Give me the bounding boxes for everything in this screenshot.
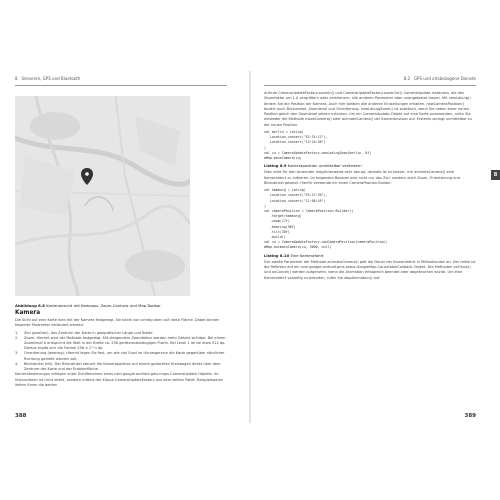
listing-caption-1: Listing 8.9 Kameraposition unmittelbar verändern bbox=[264, 163, 362, 169]
code-listing-2: val hamburg = LatLng( Location.convert("53:27:30"), Location.convert("11:06:45") ) val cameraPosition = CameraPosition.Builder() .target(hamburg) .zoom(17f) .bearing(90f) .tilt(30f) .build() val cu = CameraUpdateFactory.newCameraPosition(cameraPosition) mMap.animateCamera(cu, 3000, null) bbox=[264, 188, 388, 250]
chapter-thumb-tab: 8 bbox=[491, 170, 500, 180]
figure-caption bbox=[15, 303, 227, 308]
left-page bbox=[15, 71, 227, 423]
book-gutter bbox=[249, 71, 251, 423]
section-heading: Kamera bbox=[15, 310, 41, 316]
paragraph-camera-updates: Aufrufe CameraUpdateFactory.zoomIn() und CameraUpdateFactory.zoomOut() CameraUpdate-Instanzen, die den Zoomfaktor um 1.0 vergrößern oder verkleinern; alle anderen Parameter aber unangetastet lassen. Mit newLatLng() ändern Sie die Position der Kamera. Auch hier bleiben alle anderen Einstellungen erhalten. newCameraPosition() ändert auch Blickwinkel, Zoomlevel und Orientierung. newLatLngZoom() ist praktisch, wenn Sie neben einer neuen Position gleich den Zoomlevel setzen möchten. Um ein CameraUpdate-Objekt auf eine Karte anzuwenden, rufen Sie entweder die Methode moveCamera() oder animateCamera() der Kamerainstanz auf. Ersteres springt unmittelbar zu der neuen Position. bbox=[264, 91, 472, 127]
right-page bbox=[264, 71, 476, 423]
section-title: GPS und ortsbezogene Dienste bbox=[413, 75, 476, 81]
paragraph-animation-duration: Der zweite Parameter der Methode animateCamera() gibt die Dauer der Kamerafahrt in Millisekunden an. Der dritte ist die Referenz auf ein com.google.android.gms.maps.GoogleMap.CancelableCallback-Objekt. Die Methoden onFinish() und onCancel() werden aufgerufen, wenn die Animation erfolgreich beendet oder abgebrochen wurde. Um eine Kamerafahrt vorzeitig zu beenden, rufen Sie stopAnimation() auf. bbox=[264, 259, 476, 280]
running-head-right bbox=[264, 71, 476, 86]
list-item: 3. Orientierung (bearing). Hiermit legen Sie fest, um wie viel Grad im Uhrzeigersinn die Karte gegenüber nördlicher Richtung gedreht werden soll. bbox=[15, 351, 225, 361]
list-item: 4. Blickwinkel (tilt). Der Blickwinkel steuert die Kameraposition auf einem gedachten Kreisbogen direkt über dem Zentrum der Karte und der Erdoberfläche. bbox=[15, 361, 221, 372]
figure-label: Abbildung 8.8 bbox=[15, 303, 45, 308]
chapter-title: Sensoren, GPS und Bluetooth bbox=[21, 75, 81, 81]
page-number-right: 389 bbox=[464, 413, 476, 419]
listing-caption-2: Listing 8.10 Eine Kamerafahrt bbox=[264, 252, 324, 258]
page-number-left: 388 bbox=[15, 413, 27, 419]
closing-paragraph: Kameraänderungen erfolgen unter Zuhilfenahme eines com.google.android.gms.maps.CameraUpdate-Objekts. Ihr Instanziieren ist nicht direkt, sondern mittels der Klasse CameraUpdateFactory aus dem selben Paket. Beispielsweise liefern Ihnen die beiden bbox=[15, 372, 223, 387]
code-listing-1: val berlin = LatLng( Location.convert("52:31:12"), Location.convert("13:24:36") ) val cu = CameraUpdateFactory.newLatLngZoom(berlin, 8f) mMap.moveCamera(cu) bbox=[264, 130, 372, 161]
list-item: 1. Ziel (position), das Zentrum der Karte in geografischer Länge und Breite bbox=[15, 330, 153, 335]
figure-text: Kartenansicht mit Kompass, Zoom-Controls und Map-Toolbar bbox=[46, 303, 161, 308]
map-illustration bbox=[15, 96, 190, 296]
chapter-number: 8 bbox=[15, 75, 18, 81]
parameter-list bbox=[15, 331, 227, 373]
section-number: 8.2 bbox=[403, 75, 410, 81]
intro-paragraph: Die Sicht auf eine Karte wird mit der Kamera festgelegt. Sie blickt von schräg oben auf diese Fläche. Dabei können folgende Parameter verändert werden: bbox=[15, 318, 220, 328]
paragraph-animate-camera: Dies wirkt für den Anwender möglicherweise sehr abrupt, deshalb ist es besser, mit animateCamera() eine Kamerafahrt zu initiieren. Im folgenden Beispiel wird nicht nur das Ziel, sondern auch Zoom, Orientierung und Blickwinkel gesetzt. Hierfür verwende ich einen CameraPosition.Builder. bbox=[264, 170, 460, 185]
list-item: 2. Zoom. Hiermit wird der Maßstab festgelegt. Mit steigendem Zoomfaktor werden mehr Details sichtbar. Bei einem Zoomlevel 0 entspricht die Welt in der Breite ca. 256 geräteunabhängigen Pixeln. Bei Level 1 ist sie etwa 512 dp. Daraus ergibt sich die Formel 256 × 2^n dp. bbox=[15, 335, 226, 351]
map-screenshot bbox=[15, 96, 190, 296]
running-head-left bbox=[15, 71, 227, 86]
